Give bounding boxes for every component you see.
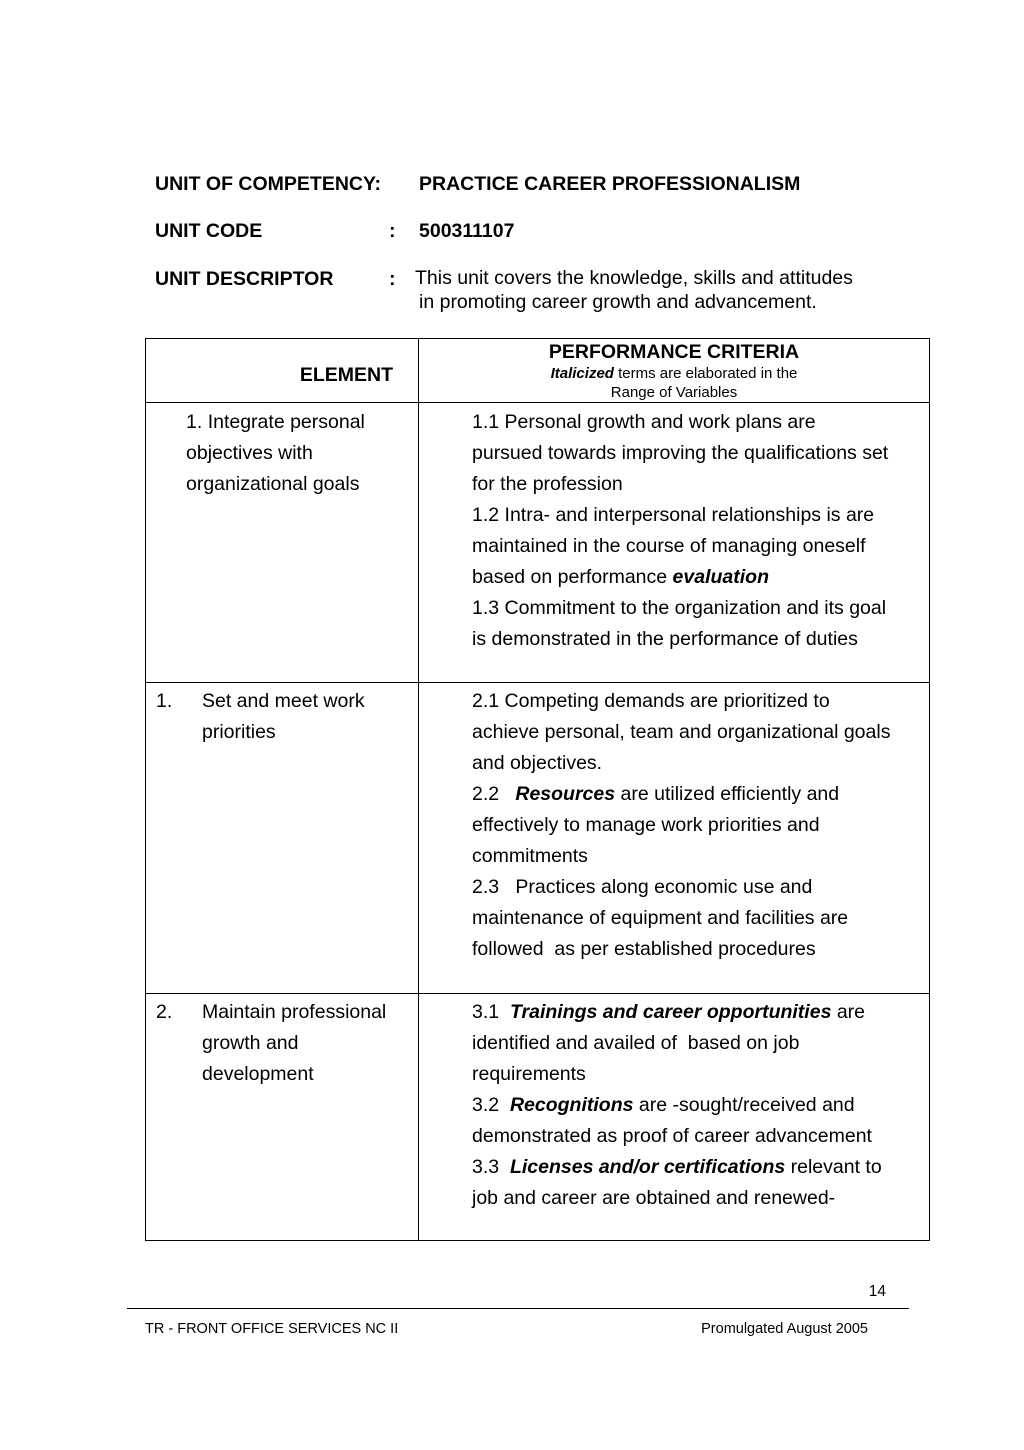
unit-code-label: UNIT CODE [155, 220, 263, 242]
element-2-text [202, 686, 365, 748]
descriptor-line-2: in promoting career growth and advancement. [419, 291, 817, 313]
criteria-line: for the profession [472, 473, 623, 495]
criteria-term-trainings: Trainings and career opportunities [509, 1001, 832, 1023]
unit-descriptor-colon: : [389, 268, 396, 290]
criteria-line: maintained in the course of managing oneself [472, 535, 866, 557]
criteria-line: relevant to [785, 1156, 882, 1178]
column-divider [418, 339, 419, 1240]
unit-descriptor-label: UNIT DESCRIPTOR [155, 268, 334, 290]
criteria-line: commitments [472, 845, 588, 867]
competency-table [145, 338, 930, 1241]
criteria-cell-3 [472, 997, 882, 1214]
row-2-divider [146, 993, 929, 994]
criteria-term-licenses: Licenses and/or certifications [509, 1156, 786, 1178]
criteria-line: requirements [472, 1063, 586, 1085]
unit-code-colon: : [389, 220, 396, 242]
element-1-line-1: Integrate personal [207, 411, 365, 433]
criteria-line: achieve personal, team and organizational goals [472, 721, 891, 743]
element-cell-1 [186, 407, 365, 500]
descriptor-line-1: This unit covers the knowledge, skills and attitudes [415, 267, 853, 289]
italicized-word: Italicized [550, 365, 614, 382]
criteria-line: 2.2 [472, 783, 516, 805]
criteria-line: 3.2 [472, 1094, 510, 1116]
element-3-text [202, 997, 386, 1090]
criteria-line: 1.1 Personal growth and work plans are [472, 411, 816, 433]
criteria-term-evaluation: evaluation [672, 566, 769, 588]
criteria-line: 3.1 [472, 1001, 510, 1023]
criteria-note [419, 364, 929, 383]
element-3-number: 2. [156, 1001, 173, 1023]
criteria-term-recognitions: Recognitions [509, 1094, 634, 1116]
criteria-line: 1.3 Commitment to the organization and its goal [472, 597, 887, 619]
element-1-line-2: objectives with [186, 442, 313, 464]
criteria-line: is demonstrated in the performance of duties [472, 628, 858, 650]
criteria-note-line-2: Range of Variables [610, 384, 738, 401]
criteria-line: based on performance [472, 566, 673, 588]
criteria-line: are -sought/received and [633, 1094, 855, 1116]
element-1-line-3: organizational goals [186, 473, 360, 495]
element-3-line-1: Maintain professional [202, 1001, 387, 1023]
criteria-line: identified and availed of based on job [472, 1032, 800, 1054]
footer-promulgation-date: Promulgated August 2005 [701, 1321, 868, 1337]
element-1-number: 1. [186, 411, 203, 433]
criteria-line: effectively to manage work priorities and [472, 814, 820, 836]
criteria-line: 1.2 Intra- and interpersonal relationships is are [472, 504, 875, 526]
criteria-line: and objectives. [472, 752, 603, 774]
criteria-note-rest: terms are elaborated in the [613, 365, 798, 382]
footer-document-title: TR - FRONT OFFICE SERVICES NC II [145, 1321, 399, 1337]
criteria-line: 3.3 [472, 1156, 510, 1178]
element-3-line-3: development [202, 1063, 314, 1085]
footer-divider [127, 1308, 909, 1309]
criteria-line: pursued towards improving the qualifications set [472, 442, 889, 464]
element-3-line-2: growth and [202, 1032, 299, 1054]
criteria-line: 2.3 Practices along economic use and [472, 876, 813, 898]
competency-value: PRACTICE CAREER PROFESSIONALISM [419, 173, 801, 195]
element-2-line-1: Set and meet work [202, 690, 365, 712]
criteria-term-resources: Resources [515, 783, 616, 805]
page-number: 14 [868, 1283, 886, 1300]
unit-descriptor-text [415, 266, 853, 314]
criteria-line: followed as per established procedures [472, 938, 816, 960]
criteria-line: job and career are obtained and renewed- [472, 1187, 836, 1209]
criteria-line: demonstrated as proof of career advancement [472, 1125, 872, 1147]
competency-label: UNIT OF COMPETENCY: [155, 173, 382, 195]
criteria-title: PERFORMANCE CRITERIA [548, 341, 800, 363]
criteria-line: are [831, 1001, 866, 1023]
unit-code-value: 500311107 [419, 220, 515, 242]
element-2-number: 1. [156, 690, 173, 712]
criteria-cell-1 [472, 407, 888, 655]
header-row-divider [146, 402, 929, 403]
criteria-cell-2 [472, 686, 890, 965]
criteria-line: maintenance of equipment and facilities are [472, 907, 849, 929]
row-1-divider [146, 682, 929, 683]
criteria-column-header [419, 340, 929, 402]
element-2-line-2: priorities [202, 721, 276, 743]
criteria-line: 2.1 Competing demands are prioritized to [472, 690, 830, 712]
element-column-header: ELEMENT [299, 364, 393, 386]
criteria-line: are utilized efficiently and [615, 783, 840, 805]
